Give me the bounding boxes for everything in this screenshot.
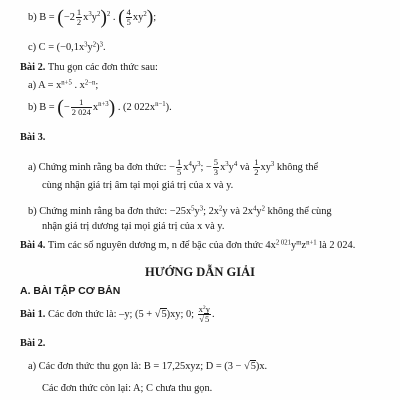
frac-1-2: $\frac{1}{2}$ bbox=[76, 7, 82, 27]
bai4-title: Bài 4. bbox=[20, 240, 46, 251]
bai3-b-line2: nhận giá trị dương tại mọi giá trị của x và y. bbox=[42, 221, 225, 232]
paren-open: ( bbox=[118, 6, 125, 29]
solution-b2-a: a) Các đơn thức thu gọn là: B = 17,25xyz; D = (3 − bbox=[28, 361, 244, 372]
bai3-a-line2: cùng nhận giá trị âm tại mọi giá trị của x và y. bbox=[42, 180, 234, 191]
frac-x2y-sqrt5: $\frac{x^2y}{√5}$ bbox=[198, 304, 210, 324]
solution-bai2-a: a) Các đơn thức thu gọn là: B = 17,25xyz; D = (3 − √5)x. bbox=[28, 361, 268, 372]
bai3-title: Bài 3. bbox=[20, 132, 46, 143]
bai2-b-end: ). bbox=[165, 101, 172, 113]
solution-b2-line2: Các đơn thức còn lại: A; C chưa thu gọn. bbox=[42, 383, 213, 394]
solution-b2-a-end: )x. bbox=[255, 361, 268, 372]
bai4: Bài 4. Tìm các số nguyên dương m, n để bậc của đơn thức $4x^{2 021}y^mz^{n+1}$ là 2 024. bbox=[20, 239, 356, 251]
solution-b1-title: Bài 1. bbox=[20, 308, 46, 320]
ex1-c-label: c) C = (−0,1x bbox=[28, 42, 85, 53]
ex1-b: b) B = (−2 $\frac{1}{2}$ $x^3y^2)^2$ . ( $\frac{4}{5}$ $xy^2$); bbox=[28, 6, 157, 29]
paren-close: ) bbox=[100, 6, 107, 29]
bai2-a-end: ; bbox=[95, 80, 99, 91]
paren-open: ( bbox=[57, 96, 64, 119]
bai3-a-text2: và bbox=[237, 161, 253, 173]
bai2-a-mid: . x bbox=[71, 80, 85, 91]
solution-b1-end: . bbox=[211, 308, 215, 320]
frac-1-2024: $\frac{1}{2 024}$ bbox=[71, 97, 91, 117]
ex1-c: c) $C = (-0,1x^3y^2)^3$. bbox=[28, 41, 106, 53]
frac-5-3: $\frac{5}{3}$ bbox=[213, 157, 219, 177]
section-a-title: A. BÀI TẬP CƠ BẢN bbox=[20, 285, 121, 297]
bai2-b: b) B = (− $\frac{1}{2 024}$ $x^{n+3}$) . (2 $022x^{n-1}$). bbox=[28, 96, 172, 119]
solution-b2-title: Bài 2. bbox=[20, 338, 46, 349]
solution-bai2-title-line bbox=[20, 338, 45, 350]
solution-bai1: Bài 1. Các đơn thức là: –y; (5 + √5)xy; 0; $\frac{x^2y}{√5}$ . bbox=[20, 304, 215, 324]
bai4-text: Tìm các số nguyên dương m, n để bậc của đơn thức 4x bbox=[45, 240, 276, 251]
bai2-b-mid: . (2 022x bbox=[115, 101, 156, 113]
bai2-title: Bài 2. bbox=[20, 62, 46, 73]
paren-close: ) bbox=[108, 96, 116, 119]
paren-close: ) bbox=[146, 6, 154, 29]
bai4-text-end: là 2 024. bbox=[316, 240, 356, 251]
bai3-a-text1: a) Chứng minh rằng ba đơn thức: bbox=[28, 161, 170, 173]
bai3-title-line bbox=[20, 132, 45, 144]
bai2-a-label: a) A = x bbox=[28, 80, 62, 91]
frac-4-5: $\frac{4}{5}$ bbox=[126, 7, 131, 27]
bai2-b-label: b) B = bbox=[28, 101, 55, 113]
bai2-title-line bbox=[20, 62, 158, 74]
frac-1-2b: $\frac{1}{2}$ bbox=[254, 157, 259, 177]
solution-b1-text: Các đơn thức là: –y; (5 + bbox=[45, 308, 155, 320]
frac-1-5: $\frac{1}{5}$ bbox=[177, 157, 182, 177]
bai3-b: b) Chứng minh rằng ba đơn thức: $-25x^5y^3$; $2x^2y$ và $2x^4y^2$ không thể cùng bbox=[28, 205, 332, 217]
solution-heading: HƯỚNG DẪN GIẢI bbox=[145, 265, 255, 279]
bai3-a: a) Chứng minh rằng ba đơn thức: − $\frac{1}{5}$ $x^4y^3$; − $\frac{5}{3}$ $x^3y^4$ và $\frac{1}{2}$ $xy^3$ không thể bbox=[28, 157, 319, 177]
solution-b1-mid: )xy; 0; bbox=[166, 308, 197, 320]
paren-open: ( bbox=[57, 6, 64, 29]
bai2-a: a) $A = x^{n+5}$ . $x^{2-n}$; bbox=[28, 79, 99, 91]
bai2-text: Thu gọn các đơn thức sau: bbox=[45, 62, 158, 73]
bai3-b-text2: không thể cùng bbox=[264, 206, 332, 217]
bai3-b-text1: b) Chứng minh rằng ba đơn thức: −25x bbox=[28, 206, 192, 217]
ex1-b-label: b) B = bbox=[28, 11, 55, 23]
bai3-a-text3: không thể bbox=[274, 161, 319, 173]
